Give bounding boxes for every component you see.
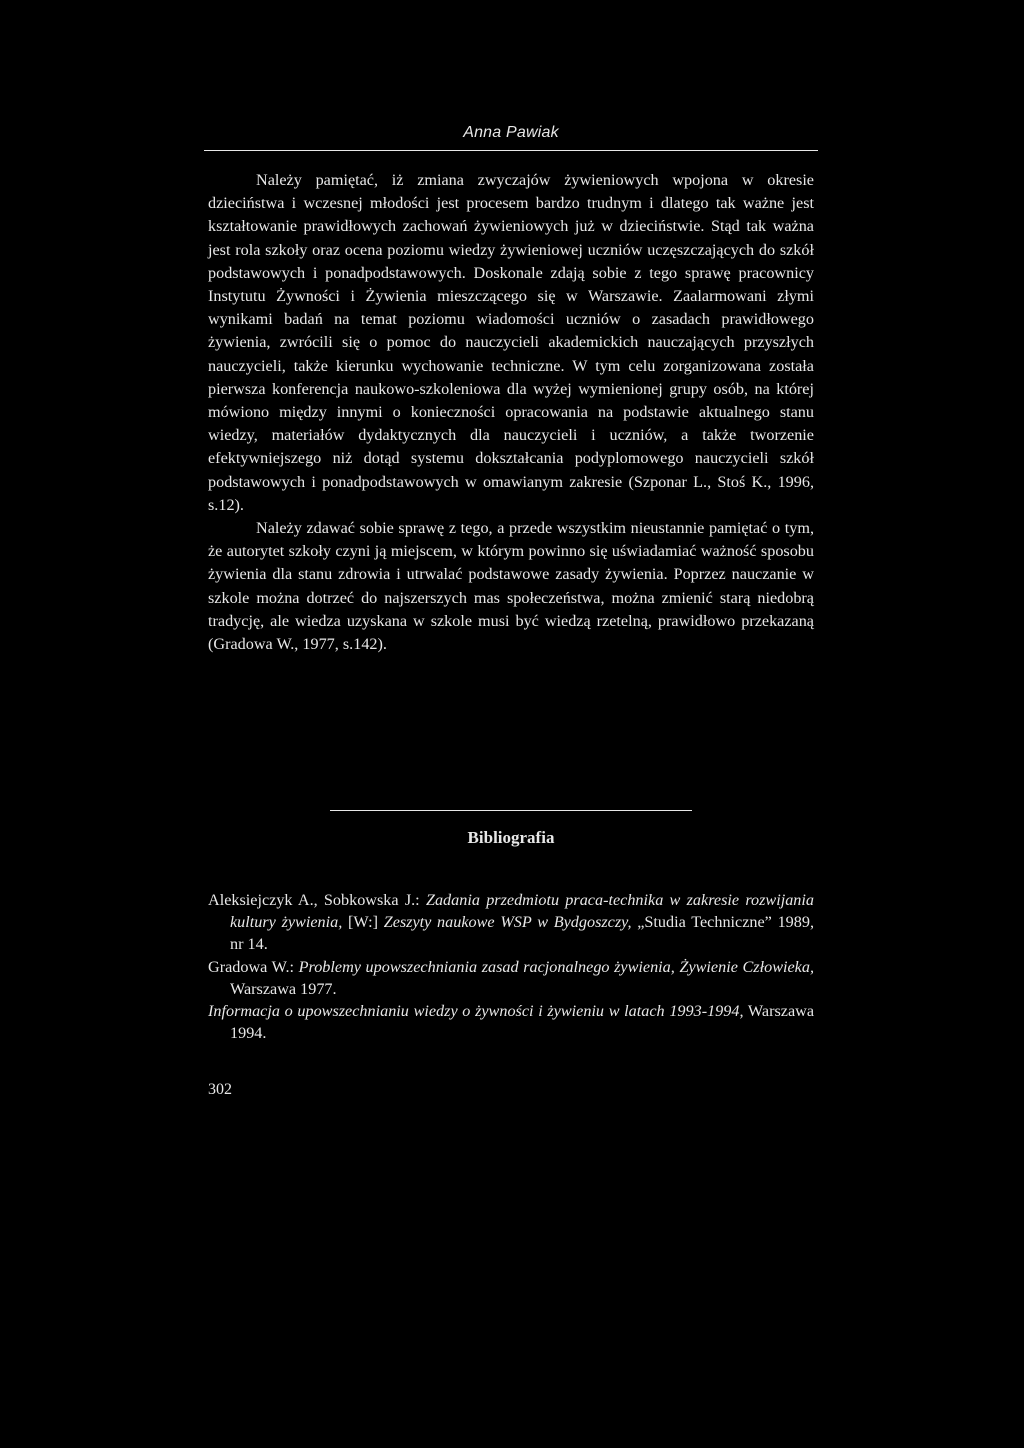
bibliography-entry: [208, 889, 814, 956]
bibliography-entry: [208, 956, 814, 1000]
running-head-author: Anna Pawiak: [463, 124, 559, 141]
bib-details: Warszawa 1994.: [230, 1002, 815, 1043]
page-number: 302: [208, 1081, 232, 1098]
header-rule: [204, 150, 818, 151]
body-text: [208, 169, 814, 656]
bibliography-entry: [208, 1000, 814, 1044]
bib-title: Problemy upowszechniania zasad racjonalnego żywienia, Żywienie Człowieka,: [298, 957, 814, 976]
body-paragraph: Należy zdawać sobie sprawę z tego, a przede wszystkim nieustannie pamiętać o tym, że autorytet szkoły czyni ją miejscem, w którym powinno się uświadamiać ważność sposobu żywienia dla stanu zdrowia i utrwalać podstawowe zasady żywienia. Poprzez nauczanie w szkole można dotrzeć do najszerszych mas społeczeństwa, można zmienić starą niedobrą tradycję, ale wiedza uzyskana w szkole musi być wiedzą rzetelną, prawidłowo przekazaną (Gradowa W., 1977, s.142).: [208, 519, 814, 654]
bib-source: Zeszyty naukowe WSP w Bydgoszczy,: [383, 913, 632, 932]
body-paragraph: Należy pamiętać, iż zmiana zwyczajów żywieniowych wpojona w okresie dzieciństwa i wczesnej młodości jest procesem bardzo trudnym i dlatego tak ważne jest kształtowanie prawidłowych zachowań żywieniowych już w dzieciństwie. Stąd tak ważna jest rola szkoły oraz ocena poziomu wiedzy żywieniowej uczniów uczęszczających do szkół podstawowych i ponadpodstawowych. Doskonale zdają sobie z tego sprawę pracownicy Instytutu Żywności i Żywienia mieszczącego się w Warszawie. Zaalarmowani złymi wynikami badań na temat poziomu wiadomości uczniów o zasadach prawidłowego żywienia, zwrócili się o pomoc do nauczycieli akademickich nauczających przyszłych nauczycieli, także kierunku wychowanie techniczne. W tym celu zorganizowana została pierwsza konferencja naukowo-szkoleniowa dla wyżej wymienionej grupy osób, na której mówiono między innymi o konieczności opracowania na podstawie aktualnego stanu wiedzy, materiałów dydaktycznych dla nauczycieli i uczniów, a także tworzenie efektywniejszego niż dotąd systemu dokształcania podyplomowego nauczycieli szkół podstawowych i ponadpodstawowych w omawianym zakresie (Szponar L., Stoś K., 1996, s.12).: [208, 171, 814, 514]
bib-in: [W:]: [342, 913, 384, 932]
bibliography-list: [208, 889, 814, 1044]
section-separator: [330, 810, 692, 811]
bib-details: Warszawa 1977.: [230, 979, 337, 998]
bib-title: Zadania przedmiotu praca-technika w zakresie rozwijania kultury żywienia,: [230, 891, 814, 932]
bib-author: Gradowa W.:: [208, 957, 299, 976]
bib-details: „Studia Techniczne” 1989, nr 14.: [230, 913, 815, 954]
bib-author: Aleksiejczyk A., Sobkowska J.:: [208, 891, 426, 909]
bib-title: Informacja o upowszechnianiu wiedzy o żywności i żywieniu w latach 1993-1994,: [208, 1002, 744, 1021]
bibliography-heading: Bibliografia: [467, 828, 555, 847]
